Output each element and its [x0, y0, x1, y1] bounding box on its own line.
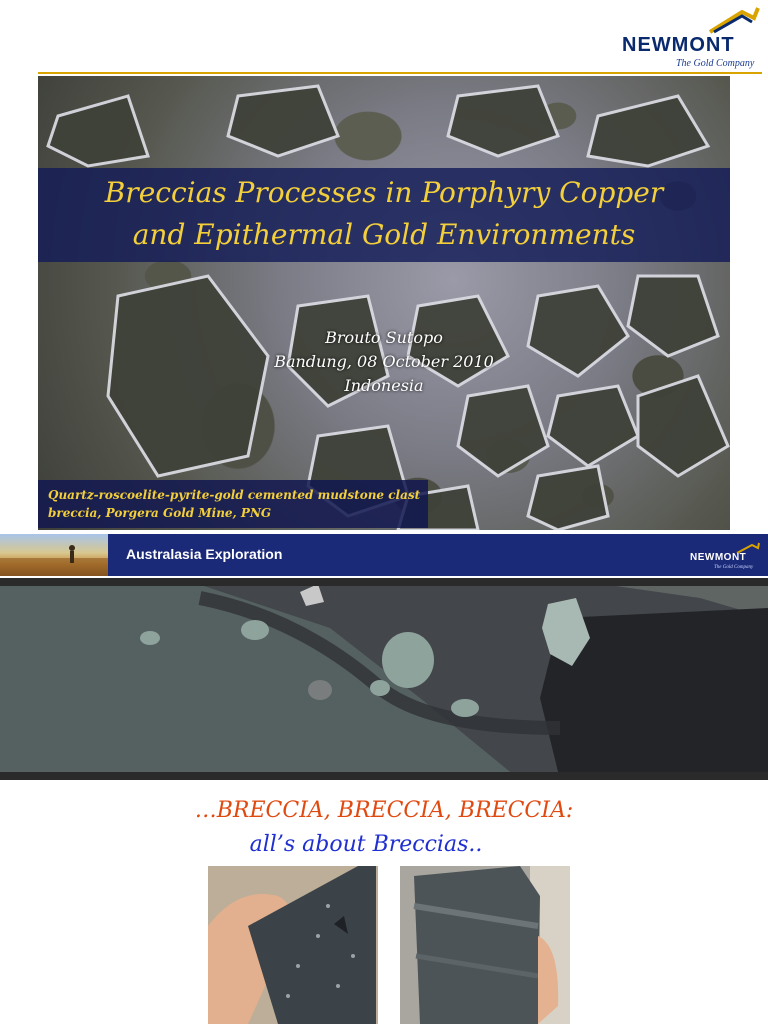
- banner-newmont-logo: [686, 542, 760, 570]
- banner-logo-tagline: The Gold Company: [714, 565, 754, 570]
- slide-title-line2: and Epithermal Gold Environments: [132, 218, 636, 251]
- hand-sample-2-image: [400, 866, 570, 1024]
- drill-core-photo: [0, 578, 768, 780]
- drill-core-texture: [0, 578, 768, 780]
- geologist-silhouette-icon: [0, 534, 108, 576]
- gold-divider: [38, 72, 762, 74]
- slogan-line2-text: all’s about Breccias..: [249, 832, 483, 857]
- author-country: Indonesia: [344, 376, 424, 395]
- slide-title-line1: Breccias Processes in Porphyry Copper: [104, 176, 664, 209]
- slogan-line2: [0, 832, 768, 857]
- author-name: Brouto Sutopo: [325, 328, 443, 347]
- newmont-logo-mark-icon: [708, 6, 760, 34]
- hand-sample-photo-2: [400, 866, 570, 1024]
- banner-title: Australasia Exploration: [126, 546, 283, 562]
- caption-line1: Quartz-roscoelite-pyrite-gold cemented mudstone clast: [48, 488, 421, 502]
- author-place-date: Bandung, 08 October 2010: [274, 352, 494, 371]
- photo-caption: [48, 486, 428, 522]
- logo-wordmark: NEWMONT: [622, 34, 735, 56]
- breccia-texture: [38, 76, 730, 530]
- hand-sample-photo-1: [208, 866, 378, 1024]
- newmont-logo: [612, 6, 762, 70]
- slogan-line1: …BRECCIA, BRECCIA, BRECCIA:: [194, 798, 574, 823]
- hero-breccia-photo: [38, 76, 730, 530]
- author-block: [38, 326, 730, 398]
- banner-landscape-image: [0, 534, 108, 576]
- slide-title: [38, 172, 730, 256]
- hand-sample-1-image: [208, 866, 378, 1024]
- banner-logo-wordmark: NEWMONT: [690, 552, 747, 563]
- caption-line2: breccia, Porgera Gold Mine, PNG: [48, 506, 272, 520]
- exploration-banner: [0, 534, 768, 576]
- logo-tagline: The Gold Company: [676, 58, 755, 69]
